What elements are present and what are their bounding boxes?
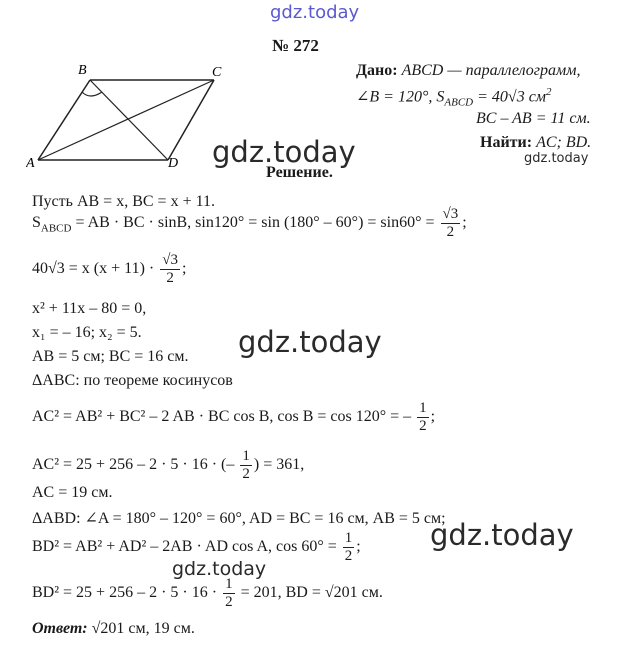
- solution-line-13: [32, 576, 383, 611]
- given-text-2b: = 40√3 см: [473, 88, 546, 106]
- frac-den: 2: [166, 270, 174, 286]
- solution-line-7: ΔABC: по теореме косинусов: [32, 372, 233, 389]
- answer-text: √201 см, 19 см.: [87, 620, 195, 637]
- solution-line-1: Пусть AB = x, BC = x + 11.: [32, 193, 215, 210]
- solution-line-5: x₁ = – 16; x₂ = 5.: [32, 324, 142, 341]
- frac-den: 2: [344, 548, 353, 564]
- line9-rest: ) = 361,: [253, 456, 305, 474]
- watermark-top: gdz.today: [270, 2, 360, 23]
- s-symbol: S: [32, 214, 41, 232]
- find-line: [480, 134, 591, 152]
- solution-line-3: 40√3 = x (x + 11) · $\frac{√3}{2}$ ;: [32, 252, 187, 286]
- angle-b-arc: [82, 92, 102, 96]
- frac-num: 1: [344, 530, 353, 546]
- s-sub: ABCD: [40, 222, 72, 235]
- frac-den: 2: [419, 418, 427, 434]
- label-c: C: [212, 65, 222, 80]
- given-line-1: [356, 62, 580, 80]
- frac-num: √3: [442, 206, 459, 222]
- side-cd: [168, 80, 214, 160]
- given-sub: ABCD: [444, 96, 474, 109]
- solution-line-9: [32, 448, 304, 483]
- label-d: D: [168, 156, 179, 170]
- frac-num: 1: [225, 576, 233, 592]
- fraction-1-over-2-b: [240, 448, 252, 483]
- label-a: A: [26, 156, 35, 170]
- solution-line-12: BD² = AB² + AD² – 2AB · AD cos A, cos 60° = $\frac{1}{2}$ ;: [32, 530, 361, 564]
- frac-num: 1: [419, 400, 427, 416]
- given-sup: 2: [546, 86, 552, 98]
- fraction-sqrt3-over-2-b: [160, 252, 180, 287]
- solution-line-6: AB = 5 см; BC = 16 см.: [32, 348, 189, 365]
- solution-line-8: AC² = AB² + BC² – 2 AB · BC cos B, cos B = cos 120° = – $\frac{1}{2}$ ;: [32, 400, 436, 434]
- parallelogram-figure: [26, 60, 241, 170]
- find-label: Найти:: [480, 134, 533, 151]
- answer-line: [32, 620, 195, 638]
- problem-number: № 272: [272, 36, 319, 55]
- watermark-large-2: gdz.today: [238, 325, 382, 359]
- fraction-sqrt3-over-2-a: [441, 206, 461, 241]
- frac-den: 2: [225, 594, 233, 610]
- given-label: Дано:: [356, 62, 398, 79]
- watermark-small-2: gdz.today: [172, 558, 267, 580]
- line13-rest: = 201, BD = √201 см.: [236, 584, 383, 602]
- watermark-large-1: gdz.today: [212, 135, 356, 169]
- line9-text: AC² = 25 + 256 – 2 · 5 · 16 · (–: [32, 456, 235, 474]
- line12-text: BD² = AB² + AD² – 2AB · AD cos A, cos 60° =: [32, 538, 337, 556]
- given-text-1: ABCD — параллелограмм,: [401, 62, 581, 79]
- fraction-1-over-2-c: [343, 530, 355, 565]
- frac-num: 1: [242, 448, 250, 464]
- watermark-small-1: gdz.today: [524, 151, 589, 166]
- solution-line-10: AC = 19 см.: [32, 484, 113, 501]
- frac-den: 2: [446, 224, 455, 240]
- line2-text: = AB · BC · sinB, sin120° = sin (180° – 60°) = sin60° =: [71, 214, 435, 232]
- solution-line-11: ΔABD: ∠A = 180° – 120° = 60°, AD = BC = 16 см, AB = 5 см;: [32, 510, 446, 527]
- fraction-1-over-2-a: [417, 400, 429, 435]
- solution-line-4: x² + 11x – 80 = 0,: [32, 300, 147, 317]
- line13-text: BD² = 25 + 256 – 2 · 5 · 16 ·: [32, 584, 218, 602]
- line8-text: AC² = AB² + BC² – 2 AB · BC cos B, cos B = cos 120° = –: [32, 408, 412, 426]
- find-text: AC; BD.: [532, 134, 592, 151]
- solution-line-2: $S_{ABCD}$ = AB · BC · sinB, sin120° = sin (180° – 60°) = sin60° = $\frac{√3}{2}$ ;: [32, 206, 467, 240]
- given-line-2: [356, 86, 552, 109]
- fraction-1-over-2-d: [223, 576, 235, 611]
- watermark-large-3: gdz.today: [430, 518, 574, 552]
- label-b: B: [78, 63, 87, 78]
- line3-text: 40√3 = x (x + 11) ·: [32, 260, 155, 278]
- given-text-2: ∠B = 120°, S: [356, 88, 445, 106]
- frac-num: √3: [162, 252, 178, 268]
- solution-heading: Решение.: [266, 164, 333, 181]
- given-line-3: BC – AB = 11 см.: [476, 110, 591, 127]
- frac-den: 2: [242, 466, 250, 482]
- answer-label: Ответ:: [32, 620, 88, 637]
